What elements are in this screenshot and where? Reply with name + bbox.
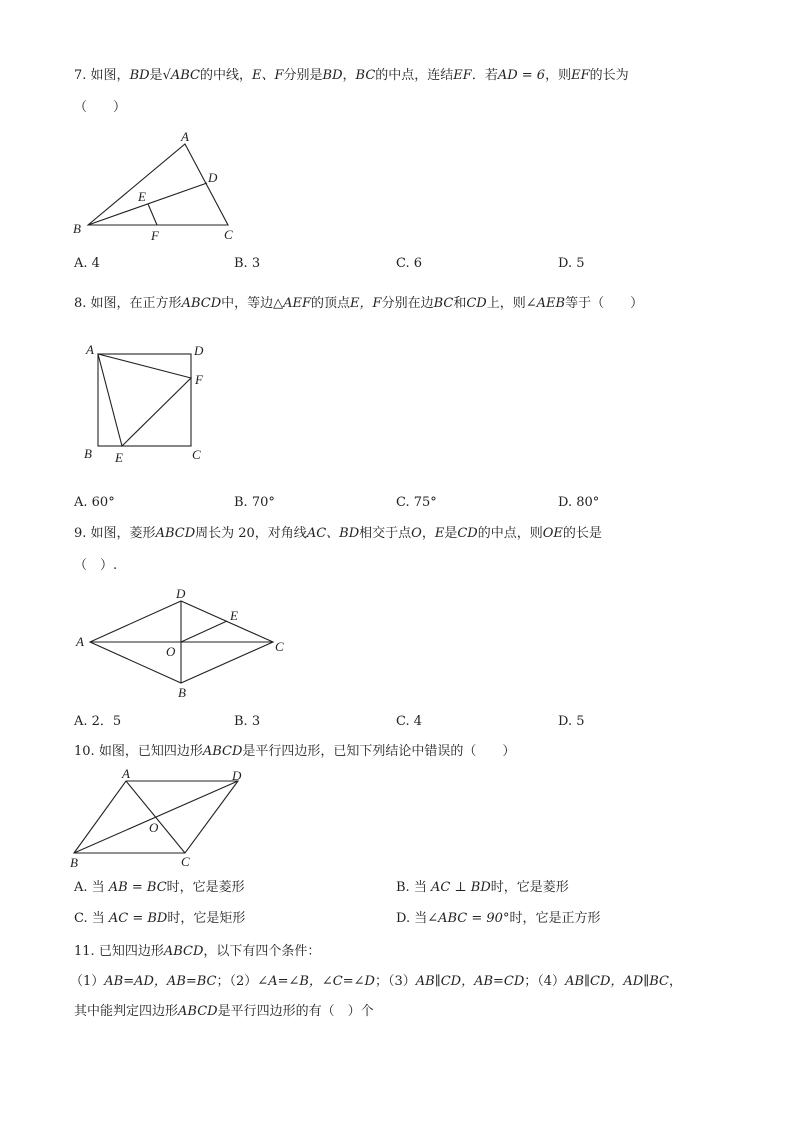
label-a: A	[122, 766, 130, 781]
q7-option-a[interactable]: A. 4	[74, 256, 100, 271]
q7-option-b[interactable]: B. 3	[234, 256, 261, 271]
label-b: B	[73, 221, 81, 236]
q8-option-a[interactable]: A. 60°	[74, 495, 115, 510]
q10-option-a[interactable]: A. 当 AB = BC时，它是菱形	[74, 880, 245, 895]
label-d: D	[208, 170, 218, 185]
label-e: E	[138, 189, 146, 204]
label-c: C	[181, 854, 190, 869]
q9-option-d[interactable]: D. 5	[558, 714, 585, 729]
label-e: E	[115, 450, 123, 465]
label-o: O	[166, 644, 176, 659]
label-d: D	[176, 586, 186, 601]
label-c: C	[275, 639, 284, 654]
label-e: E	[230, 608, 238, 623]
triangle-abc	[88, 144, 228, 225]
figure-9-rhombus	[68, 584, 298, 704]
segment-oe	[181, 621, 227, 642]
question-9-answer-paren: （ ）.	[74, 558, 118, 573]
label-d: D	[194, 343, 204, 358]
q10-option-c[interactable]: C. 当 AC = BD时，它是矩形	[74, 911, 246, 926]
q8-option-b[interactable]: B. 70°	[234, 495, 275, 510]
median-bd	[88, 183, 207, 225]
label-d: D	[232, 768, 242, 783]
square-abcd	[98, 354, 191, 446]
triangle-aef	[98, 354, 191, 446]
diagonal-bd	[74, 781, 238, 853]
label-b: B	[84, 446, 92, 461]
label-a: A	[76, 634, 84, 649]
q7-option-d[interactable]: D. 5	[558, 256, 585, 271]
question-7-stem: 7. 如图，BD是√ABC的中线，E、F分别是BD，BC的中点，连结EF．若AD = 6，则EF的长为	[74, 68, 629, 83]
q9-option-c[interactable]: C. 4	[396, 714, 423, 729]
q10-option-b[interactable]: B. 当 AC ⊥ BD时，它是菱形	[396, 880, 569, 895]
figure-8-square	[78, 338, 218, 468]
q8-option-c[interactable]: C. 75°	[396, 495, 437, 510]
label-a: A	[86, 342, 94, 357]
question-9-stem: 9. 如图，菱形ABCD周长为 20，对角线AC、BD相交于点O，E是CD的中点，则OE的长是	[74, 526, 602, 541]
q8-option-d[interactable]: D. 80°	[558, 495, 600, 510]
figure-7-triangle	[68, 128, 248, 248]
label-f: F	[151, 228, 159, 243]
q7-option-c[interactable]: C. 6	[396, 256, 423, 271]
question-7-answer-paren: （ ）	[74, 100, 127, 115]
question-11-conditions: （1）AB=AD，AB=BC；（2）∠A=∠B，∠C=∠D；（3）AB∥CD，AB=CD；（4）AB∥CD，AD∥BC，	[70, 974, 682, 989]
question-8-stem: 8. 如图，在正方形ABCD中，等边△AEF的顶点E，F分别在边BC和CD上，则∠AEB等于（ ）	[74, 296, 644, 311]
question-11-stem: 11. 已知四边形ABCD，以下有四个条件：	[74, 944, 321, 959]
question-10-stem: 10. 如图，已知四边形ABCD是平行四边形，已知下列结论中错误的（ ）	[74, 744, 516, 759]
label-b: B	[178, 685, 186, 700]
label-f: F	[195, 372, 203, 387]
label-c: C	[192, 447, 201, 462]
question-11-prompt: 其中能判定四边形ABCD是平行四边形的有（ ）个	[74, 1004, 374, 1019]
label-b: B	[70, 855, 78, 870]
q9-option-b[interactable]: B. 3	[234, 714, 261, 729]
segment-ef	[148, 204, 157, 225]
label-a: A	[181, 129, 189, 144]
label-c: C	[224, 227, 233, 242]
q10-option-d[interactable]: D. 当∠ABC = 90°时，它是正方形	[396, 911, 601, 926]
label-o: O	[149, 820, 159, 835]
q9-option-a[interactable]: A. 2．5	[74, 714, 122, 729]
figure-10-parallelogram	[66, 766, 256, 872]
